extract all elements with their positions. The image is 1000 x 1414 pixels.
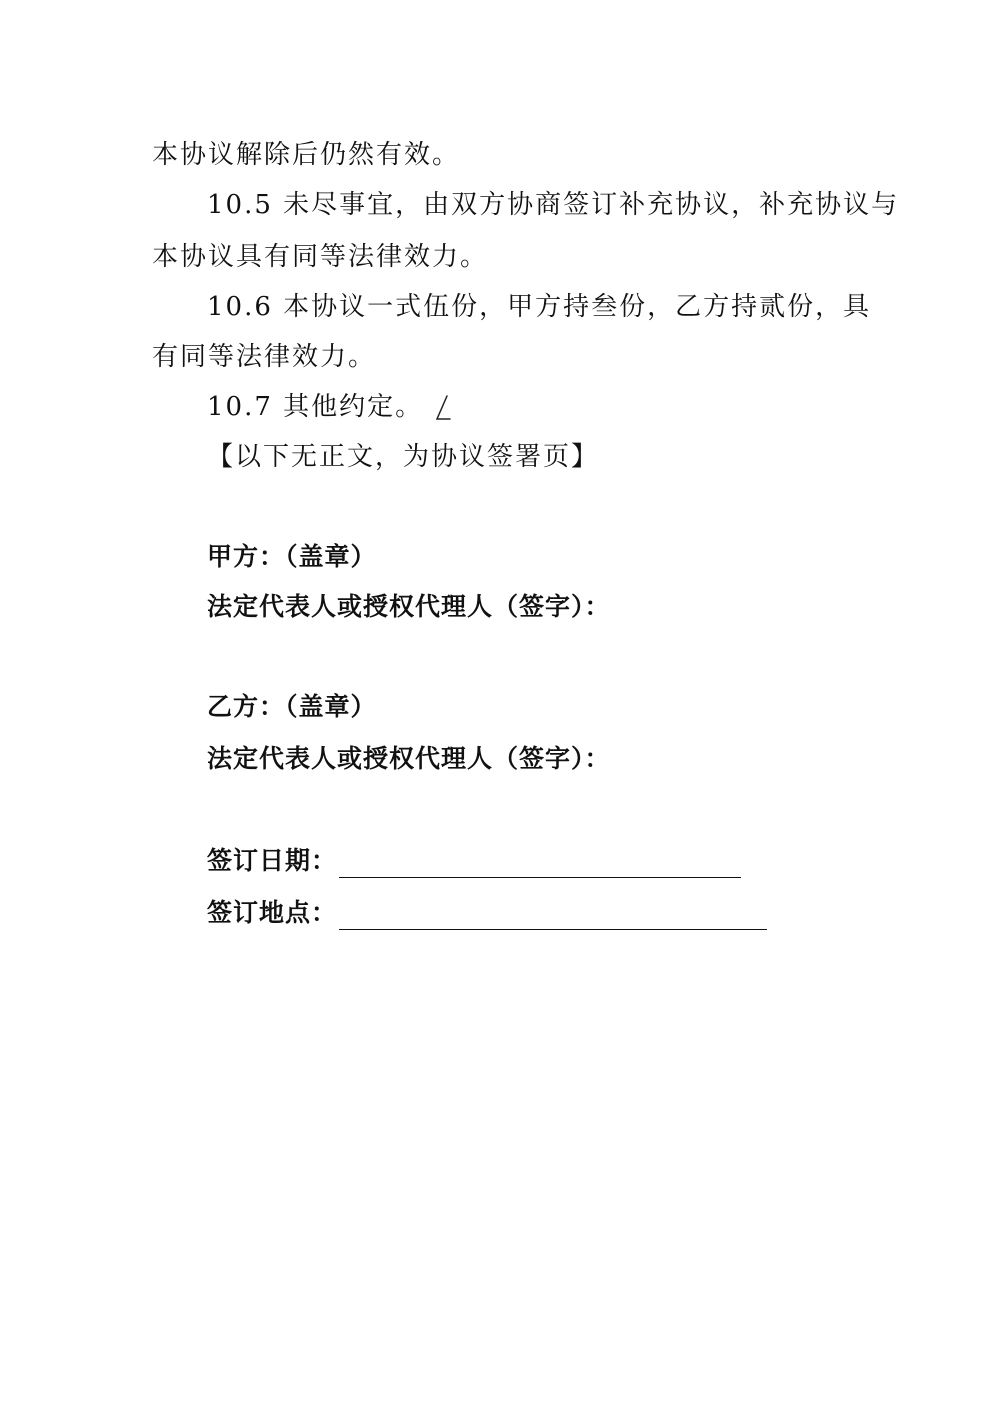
no-more-text-note <box>207 440 599 474</box>
clause-10-5-line-2 <box>152 240 488 274</box>
sign-place-label: 签订地点： <box>207 898 338 927</box>
party-a-seal-label: 甲方：（盖章） <box>207 542 377 571</box>
text-termination-validity: 本协议解除后仍然有效。 <box>152 140 461 170</box>
no-more-text-label: 【以下无正文，为协议签署页】 <box>207 442 600 472</box>
clause-10-5-text-a: 10.5 未尽事宜，由双方协商签订补充协议，补充协议与 <box>207 190 900 220</box>
clause-10-5-text-b: 本协议具有同等法律效力。 <box>152 242 489 272</box>
sign-date-label: 签订日期： <box>207 846 338 875</box>
sign-date-line <box>207 844 741 878</box>
party-b-seal-label: 乙方：（盖章） <box>207 692 377 721</box>
handwritten-slash-icon <box>433 394 453 422</box>
clause-10-6-line-2 <box>152 340 376 374</box>
sign-date-field[interactable] <box>339 851 741 878</box>
clause-10-7-text: 10.7 其他约定。 <box>207 392 424 422</box>
clause-10-6-line-1 <box>207 290 871 324</box>
clause-10-7-line <box>207 390 453 424</box>
party-b-representative-label: 法定代表人或授权代理人（签字）： <box>207 744 611 773</box>
clause-10-5-line-1 <box>207 188 899 222</box>
party-a-representative-label: 法定代表人或授权代理人（签字）： <box>207 592 611 621</box>
party-a-seal-line <box>207 540 377 574</box>
party-a-representative-line <box>207 590 611 624</box>
clause-10-6-text-a: 10.6 本协议一式伍份，甲方持叁份，乙方持贰份，具 <box>207 292 872 322</box>
clause-10-6-text-b: 有同等法律效力。 <box>152 342 377 372</box>
body-line-termination <box>152 138 460 172</box>
sign-place-field[interactable] <box>339 903 767 930</box>
sign-place-line <box>207 896 767 930</box>
party-b-seal-line <box>207 690 377 724</box>
party-b-representative-line <box>207 742 611 776</box>
